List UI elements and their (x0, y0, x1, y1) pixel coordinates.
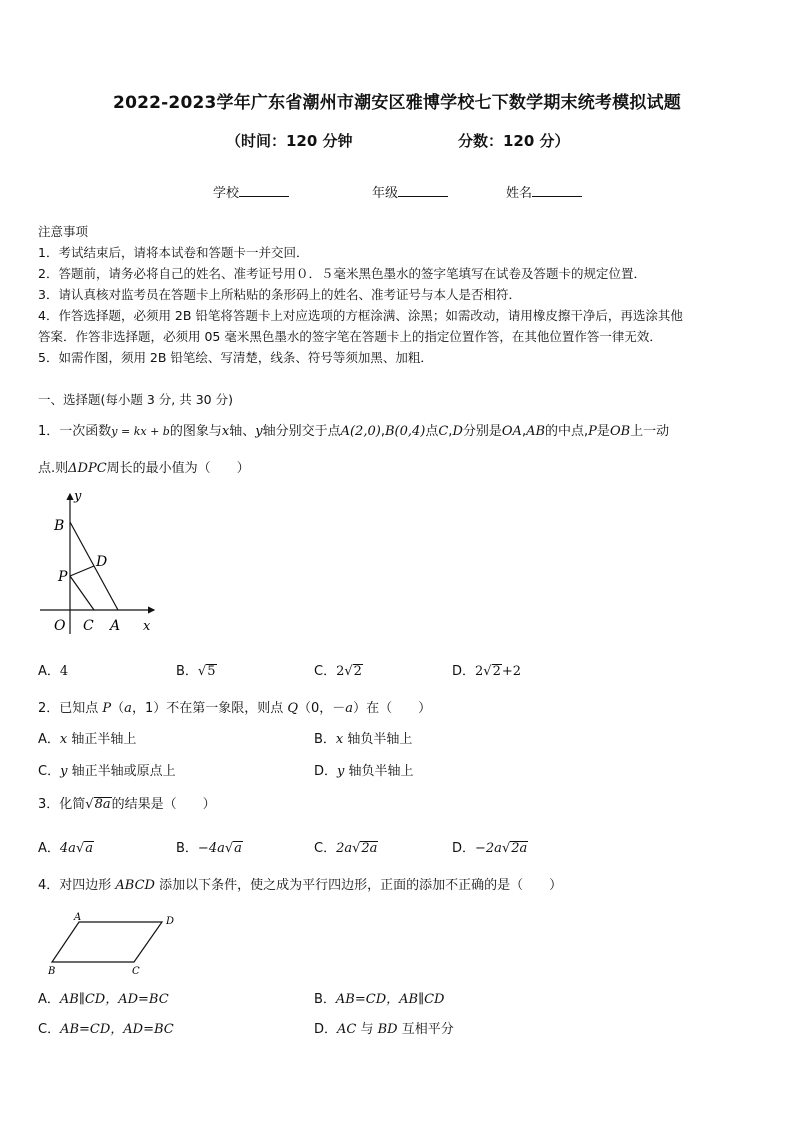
q1-text: 分别是 (462, 424, 502, 439)
option-label: B． (314, 732, 336, 747)
q1-text: 的中点, (545, 424, 589, 439)
q1-var: x (221, 424, 230, 439)
q1-var: C (438, 424, 449, 439)
q1-figure (38, 488, 160, 638)
q1-equation: y = kx + b (111, 425, 170, 438)
q2-text: ）在（ ） (353, 701, 432, 716)
note-item: 3．请认真核对监考员在答题卡上所粘贴的条形码上的姓名、准考证号与本人是否相符． (38, 287, 521, 302)
q2-var: P (102, 701, 112, 716)
q1-text: 一次函数 (59, 424, 112, 439)
option-label: C． (314, 841, 337, 856)
coefficient: 2 (475, 664, 484, 679)
q3-option-b[interactable] (176, 837, 243, 856)
radical-sign: √ (344, 664, 353, 679)
q1-point-a: A(2,0) (340, 424, 381, 439)
option-label: D． (314, 1022, 338, 1037)
question-1-line-1 (38, 420, 669, 439)
q1-var: y (255, 424, 263, 439)
note-item: 答案．作答非选择题，必须用 05 毫米黑色墨水的签字笔在答题卡上的指定位置作答，在其他位置作答一律无效． (38, 329, 662, 344)
q1-text: 的图象与 (169, 424, 222, 439)
note-item: 4．作答选择题，必须用 2B 铅笔将答题卡上对应选项的方框涂满、涂黑；如需改动，请用橡皮擦干净后，再选涂其他 (38, 308, 683, 323)
q4-text: 4．对四边形 (38, 878, 116, 893)
segment-pd (70, 566, 94, 576)
notes-title: 注意事项 (38, 224, 89, 239)
school-blank[interactable] (239, 184, 289, 197)
q2-text: ，1）不在第一象限，则点 (131, 701, 288, 716)
section-heading: 一、选择题(每小题 3 分, 共 30 分) (38, 392, 233, 407)
label-y: y (74, 489, 82, 504)
option-var: y (337, 764, 345, 779)
option-label: C． (38, 764, 61, 779)
q4-option-b[interactable] (314, 988, 444, 1007)
q4-var: ABCD (115, 878, 155, 893)
option-label: B． (176, 664, 198, 679)
option-text: 互相平分 (397, 1022, 454, 1037)
option-text: 轴正半轴上 (67, 732, 137, 747)
q2-option-a[interactable] (38, 728, 136, 747)
radicand: 2 (353, 664, 362, 679)
label-d: D (166, 916, 175, 927)
label-a: A (74, 912, 82, 923)
radicand: 5 (207, 664, 216, 679)
question-1-line-2 (38, 457, 250, 476)
q1-option-b[interactable] (176, 660, 217, 679)
name-blank[interactable] (532, 184, 582, 197)
q4-option-d[interactable] (314, 1018, 454, 1037)
radical-sign: √ (501, 841, 511, 856)
q3-option-a[interactable] (38, 837, 94, 856)
option-label: A． (38, 841, 60, 856)
radical-sign: √ (197, 664, 207, 679)
option-text: 轴负半轴上 (344, 764, 414, 779)
option-text: 轴正半轴或原点上 (67, 764, 176, 779)
q1-var: D (452, 424, 463, 439)
name-label: 姓名 (506, 186, 533, 201)
q2-var: a (124, 701, 132, 716)
label-p: P (58, 569, 68, 585)
option-var: AC (337, 1022, 357, 1037)
q1-text: 点 (425, 424, 439, 439)
q1-option-c[interactable] (314, 660, 363, 679)
radical-sign: √ (483, 664, 492, 679)
q2-text: （0，－ (298, 701, 346, 716)
q4-option-c[interactable] (38, 1018, 174, 1037)
option-label: A． (38, 664, 60, 679)
page-title: 2022-2023学年广东省潮州市潮安区雅博学校七下数学期末统考模拟试题 (113, 93, 681, 113)
q1-text: , (521, 424, 527, 439)
label-c: C (83, 618, 94, 634)
exam-score: 分数：120 分） (458, 132, 570, 150)
name-field (506, 182, 582, 201)
note-item: 5．如需作图，须用 2B 铅笔绘、写清楚，线条、符号等须加黑、加粗． (38, 350, 433, 365)
coefficient: 4a (59, 841, 76, 856)
option-var: BD (377, 1022, 398, 1037)
question-3 (38, 793, 216, 812)
option-text: 轴负半轴上 (343, 732, 413, 747)
q1-text: 轴分别交于点 (262, 424, 341, 439)
option-label: D． (314, 764, 338, 779)
option-text: AB=CD，AD=BC (60, 1022, 174, 1037)
q2-var: a (345, 701, 354, 716)
q4-text: 添加以下条件，使之成为平行四边形，正面的添加不正确的是（ ） (154, 878, 563, 893)
q1-var: AB (526, 424, 546, 439)
label-o: O (54, 618, 66, 634)
option-var: x (59, 732, 68, 747)
radical-sign: √ (352, 841, 361, 856)
note-item: 1．考试结束后，请将本试卷和答题卡一并交回． (38, 245, 309, 260)
q3-option-c[interactable] (314, 837, 378, 856)
q1-var: OB (609, 424, 631, 439)
q2-var: Q (287, 701, 299, 716)
option-label: B． (176, 841, 198, 856)
option-var: y (60, 764, 68, 779)
label-b: B (48, 966, 56, 977)
option-var: x (335, 732, 344, 747)
radical-sign: √ (224, 841, 234, 856)
q3-text: 3．化简 (38, 797, 86, 812)
question-2 (38, 697, 431, 716)
radicand: 2a (361, 841, 378, 856)
q1-text: 周长的最小值为（ ） (106, 461, 250, 476)
option-label: D． (452, 841, 476, 856)
question-4 (38, 874, 562, 893)
q4-option-a[interactable] (38, 988, 169, 1007)
q3-text: 的结果是（ ） (111, 797, 216, 812)
q1-option-a[interactable] (38, 660, 68, 679)
q3-option-d[interactable] (452, 837, 528, 856)
radical-sign: √ (85, 797, 94, 812)
option-text: AB=CD，AB∥CD (335, 992, 445, 1007)
option-tail: +2 (501, 664, 522, 679)
label-a: A (110, 618, 121, 634)
q1-triangle: ΔDPC (68, 461, 107, 476)
option-label: B． (314, 992, 336, 1007)
q2-option-b[interactable] (314, 728, 412, 747)
radicand: a (234, 841, 242, 856)
school-field (213, 182, 289, 201)
q4-figure (44, 910, 184, 978)
q1-option-d[interactable] (452, 660, 521, 679)
radicand: 2 (492, 664, 501, 679)
note-item: 2．答题前，请务必将自己的姓名、准考证号用０．５毫米黑色墨水的签字笔填写在试卷及答题卡的规定位置． (38, 266, 646, 281)
parallelogram (52, 922, 162, 962)
radicand: a (85, 841, 93, 856)
radicand: 8a (94, 797, 111, 812)
coefficient: −2a (475, 841, 502, 856)
option-label: D． (452, 664, 476, 679)
coefficient: 2 (336, 664, 345, 679)
grade-field (372, 182, 448, 201)
q1-text: , (448, 424, 453, 439)
option-value: 4 (59, 664, 69, 679)
segment-pc (70, 576, 94, 610)
q2-text: （ (111, 701, 125, 716)
option-text: AB∥CD，AD=BC (59, 992, 169, 1007)
q1-text: 是 (596, 424, 610, 439)
q2-text: 2．已知点 (38, 701, 103, 716)
school-label: 学校 (213, 186, 240, 201)
q1-number: 1． (38, 424, 60, 439)
label-b: B (54, 518, 65, 534)
grade-blank[interactable] (398, 184, 448, 197)
q1-var: P (588, 424, 597, 439)
radicand: 2a (511, 841, 528, 856)
option-label: A． (38, 732, 60, 747)
label-x: x (143, 619, 151, 634)
radical-sign: √ (75, 841, 85, 856)
label-d: D (96, 554, 108, 570)
q1-text: , (380, 424, 385, 439)
q1-text: 轴、 (229, 424, 256, 439)
option-label: C． (314, 664, 337, 679)
q1-text: 上一动 (630, 424, 670, 439)
q1-point-b: B(0,4) (384, 424, 426, 439)
grade-label: 年级 (372, 186, 399, 201)
option-text: 与 (356, 1022, 378, 1037)
label-c: C (132, 966, 140, 977)
coefficient: 2a (336, 841, 353, 856)
option-label: C． (38, 1022, 61, 1037)
q1-var: OA (501, 424, 522, 439)
exam-time: （时间：120 分钟 (226, 132, 353, 150)
q1-text: 点.则 (38, 461, 69, 476)
q2-option-c[interactable] (38, 760, 176, 779)
option-label: A． (38, 992, 60, 1007)
q2-option-d[interactable] (314, 760, 414, 779)
coefficient: −4a (197, 841, 225, 856)
